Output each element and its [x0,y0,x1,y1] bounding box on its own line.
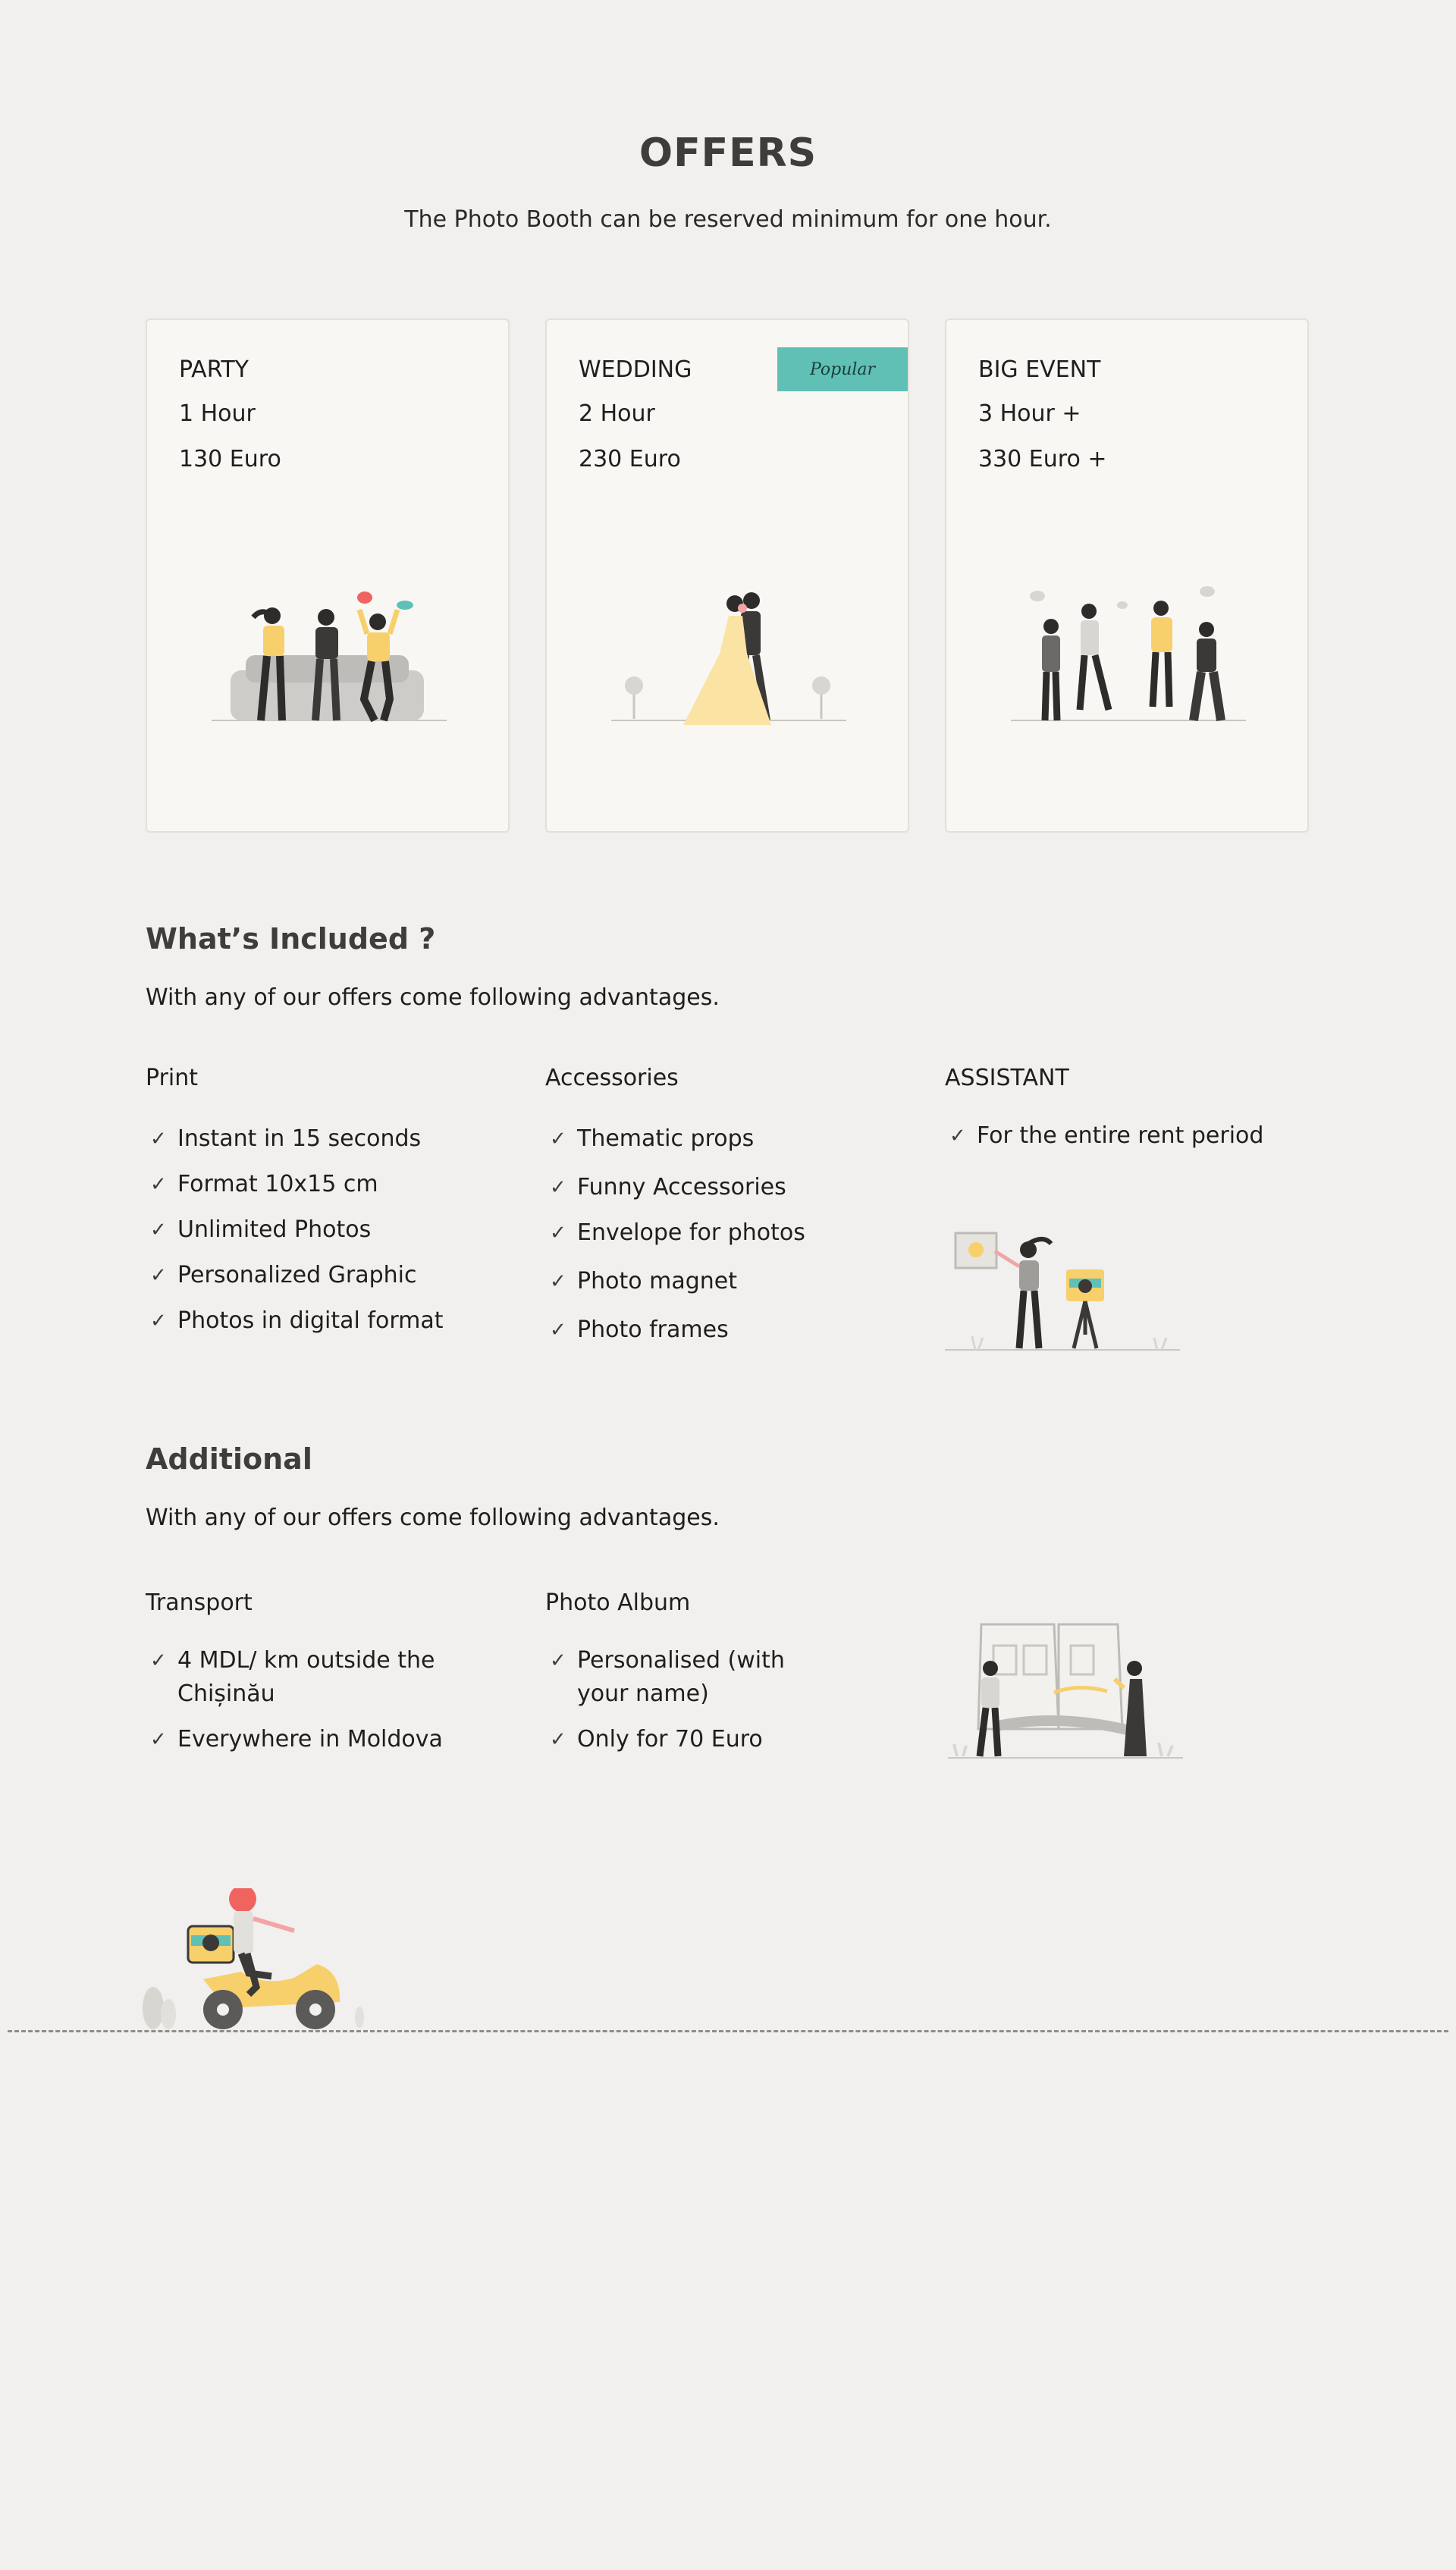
assistant-list [945,1119,1263,1153]
check-icon: ✓ [949,1125,966,1147]
offers-subtitle: The Photo Booth can be reserved minimum for one hour. [404,206,1052,233]
included-title: What’s Included ? [146,922,436,956]
check-icon: ✓ [150,1310,167,1332]
list-item: ✓ Photo frames [545,1313,805,1347]
list-item: ✓ Everywhere in Moldova [146,1723,464,1756]
page-title: OFFERS [639,130,817,176]
check-icon: ✓ [550,1176,566,1199]
photo-album-heading: Photo Album [545,1589,691,1616]
offer-duration: 1 Hour [179,400,256,427]
list-item: ✓ Only for 70 Euro [545,1723,833,1756]
check-icon: ✓ [550,1319,566,1341]
assistant-illustration [945,1221,1188,1357]
wedding-illustration [547,548,909,745]
additional-title: Additional [146,1442,312,1476]
list-item: ✓ Envelope for photos [545,1216,805,1250]
additional-subtitle: With any of our offers come following advantages. [146,1505,720,1531]
list-item: ✓ Personalised (with your name) [545,1644,833,1711]
scooter-delivery-illustration [135,1888,378,2032]
check-icon: ✓ [150,1219,167,1241]
assistant-heading: ASSISTANT [945,1065,1069,1091]
offer-title: BIG EVENT [978,356,1101,383]
offer-duration: 3 Hour + [978,400,1081,427]
big-event-illustration [946,548,1309,745]
list-item: ✓ Photos in digital format [146,1304,444,1338]
offer-card-party[interactable] [146,319,510,833]
list-item: ✓ Thematic props [545,1122,805,1156]
offer-duration: 2 Hour [579,400,655,427]
check-icon: ✓ [150,1728,167,1751]
list-item: ✓ 4 MDL/ km outside the Chișinău [146,1644,464,1711]
popular-badge: Popular [777,347,908,391]
transport-list [146,1644,464,1756]
offer-card-wedding[interactable] [545,319,909,833]
list-item: ✓ Instant in 15 seconds [146,1122,444,1156]
offer-title: WEDDING [579,356,692,383]
check-icon: ✓ [150,1649,167,1672]
photo-album-list [545,1644,833,1756]
print-list [146,1122,444,1338]
list-item: ✓ Unlimited Photos [146,1213,444,1247]
check-icon: ✓ [550,1728,566,1751]
list-item: ✓ For the entire rent period [945,1119,1263,1153]
offer-title: PARTY [179,356,249,383]
road-line [8,2030,1448,2032]
offer-card-big-event[interactable] [945,319,1309,833]
check-icon: ✓ [150,1264,167,1287]
accessories-heading: Accessories [545,1065,679,1091]
check-icon: ✓ [550,1222,566,1244]
offer-price: 230 Euro [579,446,681,472]
list-item: ✓ Photo magnet [545,1265,805,1298]
offer-price: 330 Euro + [978,446,1107,472]
included-subtitle: With any of our offers come following advantages. [146,984,720,1011]
check-icon: ✓ [550,1649,566,1672]
check-icon: ✓ [550,1270,566,1293]
accessories-list [545,1122,805,1347]
list-item: ✓ Funny Accessories [545,1171,805,1204]
transport-heading: Transport [146,1589,253,1616]
offer-price: 130 Euro [179,446,281,472]
check-icon: ✓ [150,1173,167,1196]
check-icon: ✓ [150,1128,167,1150]
photo-album-illustration [948,1615,1191,1759]
list-item: ✓ Personalized Graphic [146,1259,444,1292]
check-icon: ✓ [550,1128,566,1150]
party-illustration [147,548,510,745]
list-item: ✓ Format 10x15 cm [146,1168,444,1201]
print-heading: Print [146,1065,199,1091]
